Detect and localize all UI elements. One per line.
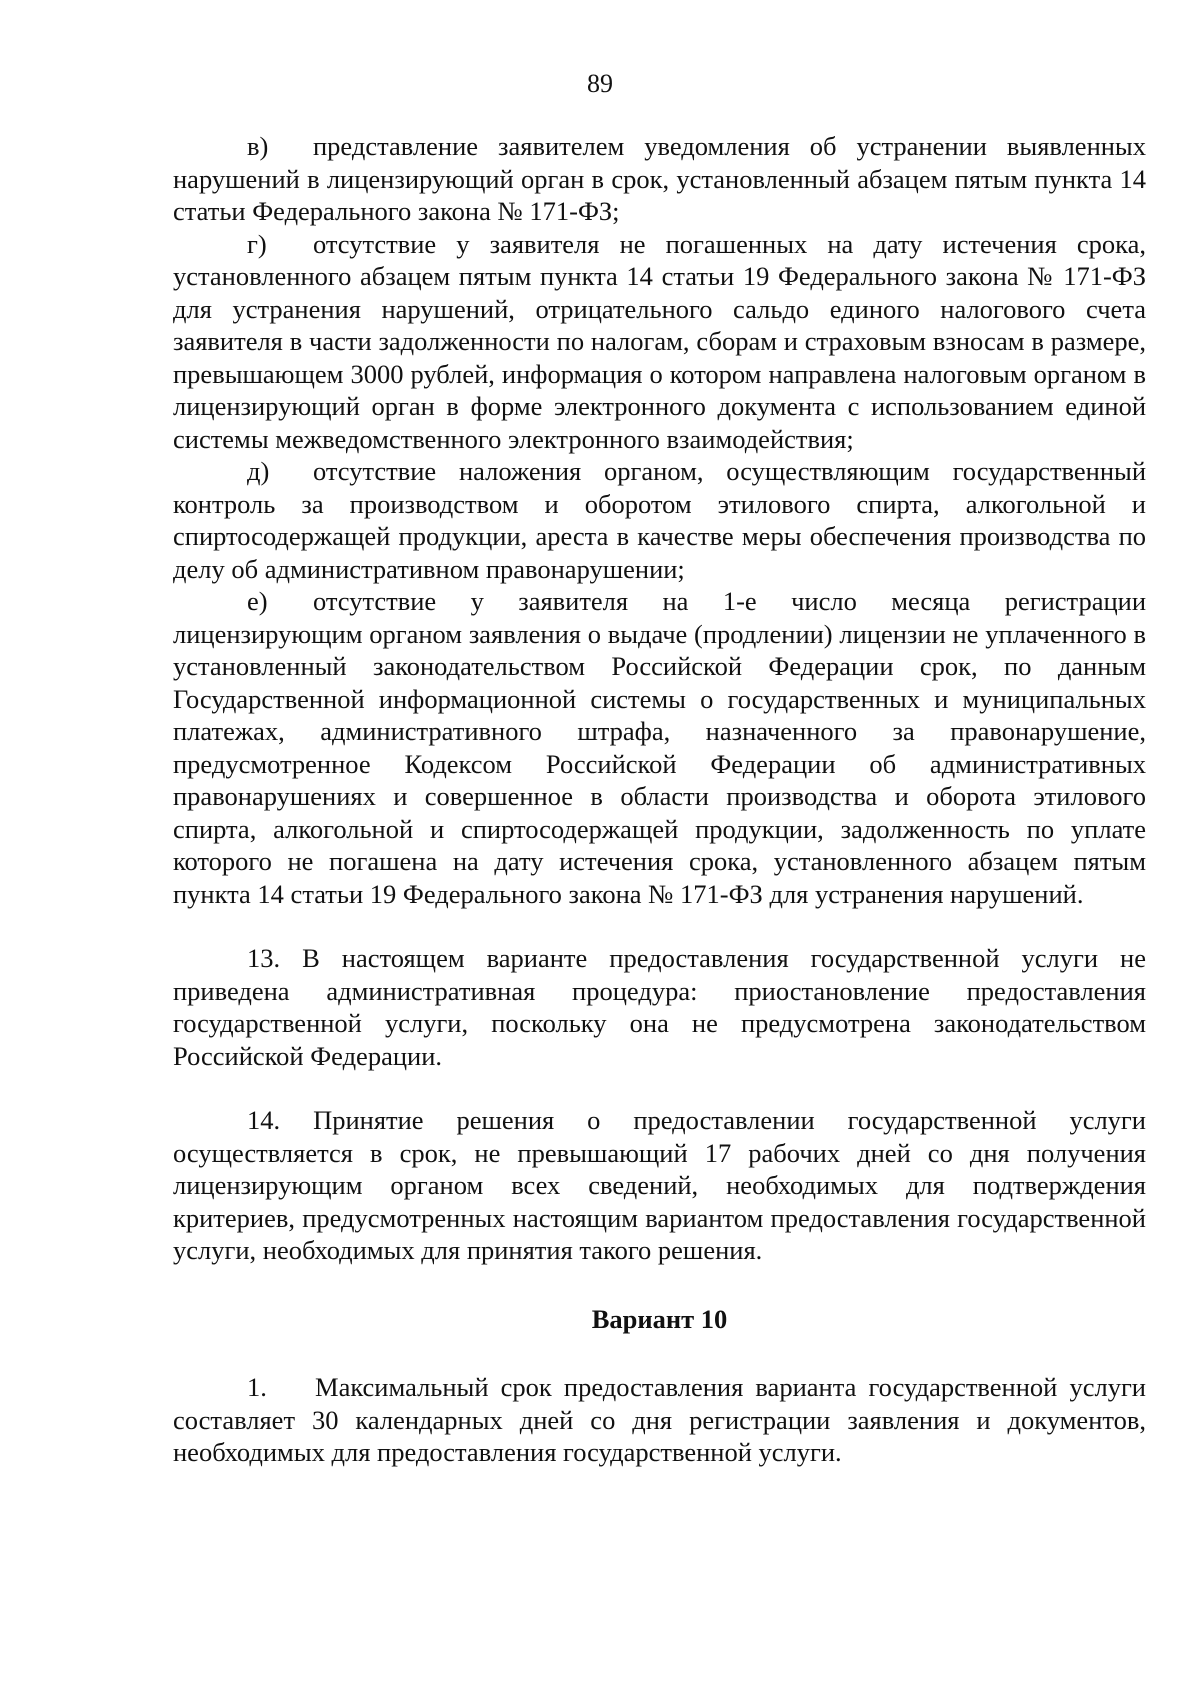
list-item-text: отсутствие у заявителя на 1-е число месяца регистрации лицензирующим органом заявления о выдаче (продлении) лицензии не уплаченного в установленный законодательством Российской Федерации срок, по данным Государственной информационной системы о государственных и муниципальных платежах, административного штрафа, назначенного за правонарушение, предусмотренное Кодексом Российской Федерации об административных правонарушениях и совершенное в области производства и оборота этилового спирта, алкогольной и спиртосодержащей продукции, задолженность по уплате которого не погашена на дату истечения срока, установленного абзацем пятым пункта 14 статьи 19 Федерального закона № 171-ФЗ для устранения нарушений. xyxy=(173,586,1146,909)
document-body xyxy=(173,130,1146,1469)
list-item-text: Максимальный срок предоставления варианта государственной услуги составляет 30 календарных дней со дня регистрации заявления и документов, необходимых для предоставления государственной услуги. xyxy=(173,1372,1146,1467)
spacer xyxy=(173,1335,1146,1371)
list-marker: д) xyxy=(247,456,270,486)
page-number: 89 xyxy=(587,69,613,98)
list-item-text: отсутствие у заявителя не погашенных на дату истечения срока, установленного абзацем пятым пункта 14 статьи 19 Федерального закона № 171-ФЗ для устранения нарушений, отрицательного сальдо единого налогового счета заявителя в части задолженности по налогам, сборам и страховым взносам в размере, превышающем 3000 рублей, информация о котором направлена налоговым органом в лицензирующий орган в форме электронного документа с использованием единой системы межведомственного электронного взаимодействия; xyxy=(173,228,1146,454)
list-item-v xyxy=(173,130,1146,228)
list-marker: е) xyxy=(247,586,268,616)
list-item-g xyxy=(173,228,1146,456)
list-marker: г) xyxy=(247,228,267,259)
list-marker: 1. xyxy=(247,1372,267,1402)
paragraph-14: 14. Принятие решения о предоставлении государственной услуги осуществляется в срок, не превышающий 17 рабочих дней со дня получения лицензирующим органом всех сведений, необходимых для подтверждения критериев, предусмотренных настоящим вариантом предоставления государственной услуги, необходимых для принятия такого решения. xyxy=(173,1105,1146,1265)
list-item-text: отсутствие наложения органом, осуществляющим государственный контроль за производством и оборотом этилового спирта, алкогольной и спиртосодержащей продукции, ареста в качестве меры обеспечения производства по делу об административном правонарушении; xyxy=(173,456,1146,584)
spacer xyxy=(173,910,1146,942)
spacer xyxy=(173,1072,1146,1104)
list-item-d xyxy=(173,455,1146,585)
list-item-text: представление заявителем уведомления об устранении выявленных нарушений в лицензирующий орган в срок, установленный абзацем пятым пункта 14 статьи Федерального закона № 171-ФЗ; xyxy=(173,131,1146,226)
paragraph-13: 13. В настоящем варианте предоставления государственной услуги не приведена административная процедура: приостановление предоставления государственной услуги, поскольку она не предусмотрена законодательством Российской Федерации. xyxy=(173,943,1146,1071)
section-title: Вариант 10 xyxy=(591,1303,728,1334)
list-marker: в) xyxy=(247,131,269,161)
section-item-1 xyxy=(173,1371,1146,1469)
spacer xyxy=(173,1267,1146,1303)
list-item-e xyxy=(173,585,1146,910)
